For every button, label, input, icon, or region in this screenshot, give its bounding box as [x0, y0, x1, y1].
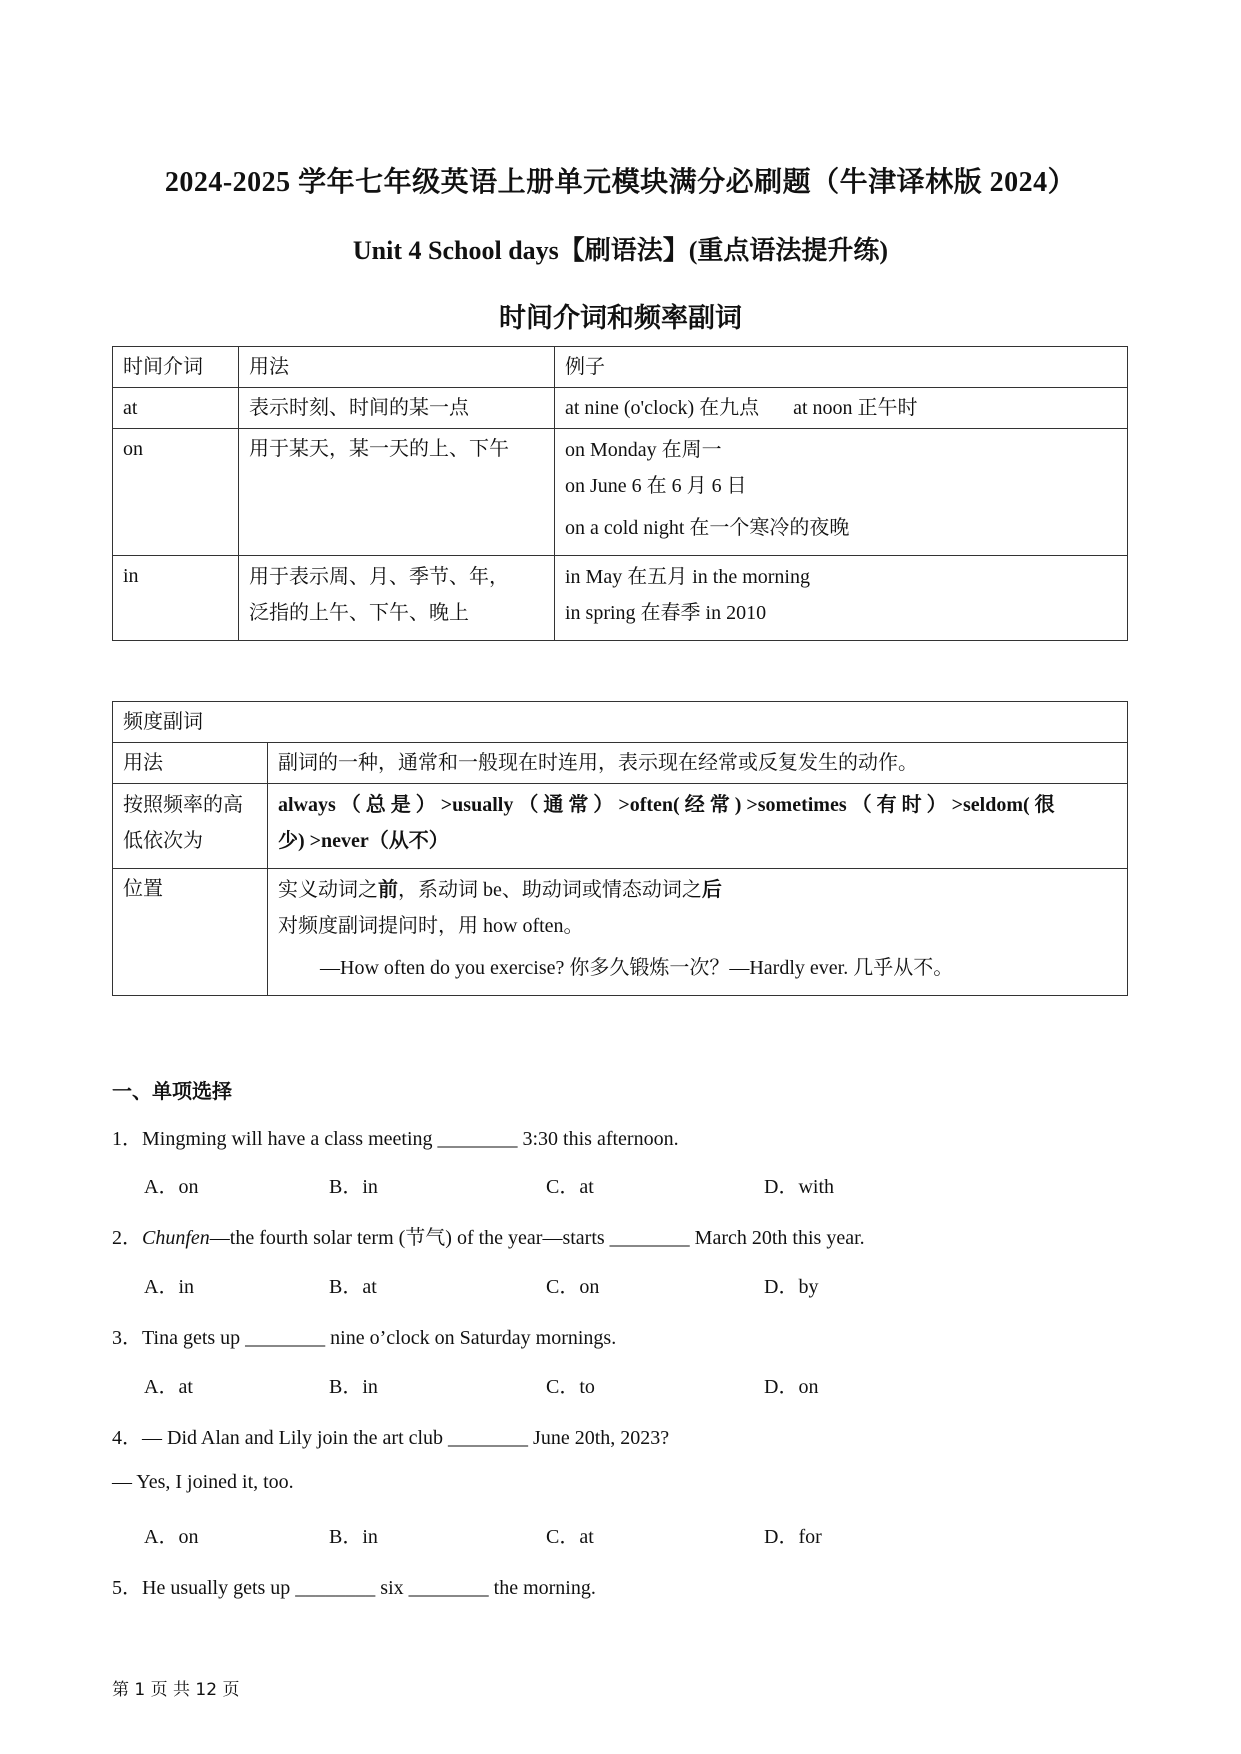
- question-options: [144, 1370, 1044, 1398]
- position-text-part: ，系动词 be、助动词或情态动词之: [398, 879, 702, 901]
- position-text: 对频度副词提问时，用 how often。: [278, 915, 584, 937]
- example-text: in May 在五月 in the morning: [565, 566, 810, 588]
- position-text-part: 实义动词之: [278, 879, 378, 901]
- position-text: [278, 875, 1117, 905]
- label-text: 低依次为: [123, 830, 203, 852]
- example-text: on a cold night 在一个寒冷的夜晚: [565, 517, 850, 539]
- question-stem: 4．— Did Alan and Lily join the art club ________ June 20th, 2023?: [112, 1427, 670, 1449]
- question-text: —the fourth solar term (节气) of the year—starts ________ March 20th this year.: [209, 1227, 865, 1249]
- question-italic-term: Chunfen: [142, 1227, 210, 1249]
- usage-cell: 表示时刻、时间的某一点: [239, 388, 555, 429]
- question-stem-reply: — Yes, I joined it, too.: [112, 1471, 294, 1493]
- question-stem: 1．Mingming will have a class meeting ________ 3:30 this afternoon.: [112, 1128, 679, 1150]
- prep-table: [112, 346, 1128, 641]
- example-text: on June 6 在 6 月 6 日: [565, 475, 747, 497]
- option-d[interactable]: D．on: [764, 1376, 819, 1398]
- question-stem: 5．He usually gets up ________ six ________ the morning.: [112, 1577, 596, 1599]
- question-options: [144, 1520, 1044, 1548]
- dialogue-example: —How often do you exercise? 你多久锻炼一次？—Hardly ever. 几乎从不。: [320, 957, 954, 979]
- option-c[interactable]: C．on: [546, 1276, 600, 1298]
- position-emphasis: 前: [378, 879, 398, 901]
- table-row: [113, 784, 1128, 869]
- question-stem: 3．Tina gets up ________ nine o’clock on Saturday mornings.: [112, 1327, 617, 1349]
- usage-text: 用于表示周、月、季节、年，: [249, 566, 509, 588]
- usage-cell: 副词的一种，通常和一般现在时连用，表示现在经常或反复发生的动作。: [268, 743, 1128, 784]
- usage-cell: [239, 556, 555, 641]
- question-options: [144, 1170, 1044, 1198]
- option-b[interactable]: B．in: [329, 1376, 378, 1398]
- page-footer: 第 1 页 共 12 页: [112, 1680, 240, 1700]
- prep-cell: in: [113, 556, 239, 641]
- table-row: [113, 429, 1128, 556]
- table-row: [113, 869, 1128, 996]
- table-row: [113, 702, 1128, 743]
- example-text: in spring 在春季 in 2010: [565, 602, 767, 624]
- table-header-cell: 用法: [239, 347, 555, 388]
- label-cell: [113, 784, 268, 869]
- question-number: 2．: [112, 1227, 142, 1249]
- label-cell: 位置: [113, 869, 268, 996]
- table-header-cell: 时间介词: [113, 347, 239, 388]
- example-text: on Monday 在周一: [565, 439, 722, 461]
- option-c[interactable]: C．at: [546, 1526, 594, 1548]
- usage-cell: 用于某天，某一天的上、下午: [239, 429, 555, 556]
- section-heading: 时间介词和频率副词: [499, 303, 742, 333]
- prep-cell: on: [113, 429, 239, 556]
- table-header-cell: 频度副词: [113, 702, 1128, 743]
- option-b[interactable]: B．at: [329, 1276, 377, 1298]
- example-cell: [555, 429, 1128, 556]
- example-cell: [555, 556, 1128, 641]
- option-a[interactable]: A．on: [144, 1526, 199, 1548]
- prep-cell: at: [113, 388, 239, 429]
- option-c[interactable]: C．to: [546, 1376, 595, 1398]
- position-emphasis: 后: [701, 879, 722, 901]
- question-options: [144, 1270, 1044, 1298]
- document-subtitle: Unit 4 School days【刷语法】(重点语法提升练): [352, 236, 889, 265]
- option-d[interactable]: D．for: [764, 1526, 822, 1548]
- order-cell: [268, 784, 1128, 869]
- table-row: [113, 556, 1128, 641]
- table-header-cell: 例子: [555, 347, 1128, 388]
- label-text: 按照频率的高: [123, 794, 243, 816]
- option-b[interactable]: B．in: [329, 1526, 378, 1548]
- document-title: 2024-2025 学年七年级英语上册单元模块满分必刷题（牛津译林版 2024）: [164, 167, 1077, 198]
- question-stem: [112, 1221, 865, 1250]
- option-a[interactable]: A．on: [144, 1176, 199, 1198]
- option-d[interactable]: D．with: [764, 1176, 834, 1198]
- example-text: at nine (o'clock) 在九点: [565, 397, 760, 419]
- label-cell: 用法: [113, 743, 268, 784]
- order-text: always （ 总 是 ） >usually （ 通 常 ） >often( 经 常 ) >sometimes （ 有 时 ） >seldom( 很: [278, 794, 1055, 816]
- table-row: [113, 743, 1128, 784]
- usage-text: 泛指的上午、下午、晚上: [249, 602, 469, 624]
- option-d[interactable]: D．by: [764, 1276, 819, 1298]
- table-row: [113, 388, 1128, 429]
- order-text: 少) >never（从不）: [278, 830, 449, 852]
- example-cell: [555, 388, 1128, 429]
- option-b[interactable]: B．in: [329, 1176, 378, 1198]
- option-a[interactable]: A．in: [144, 1276, 194, 1298]
- position-cell: [268, 869, 1128, 996]
- table-row: [113, 347, 1128, 388]
- option-a[interactable]: A．at: [144, 1376, 193, 1398]
- adverb-table: [112, 701, 1128, 996]
- option-c[interactable]: C．at: [546, 1176, 594, 1198]
- example-text: at noon 正午时: [793, 397, 918, 419]
- exercise-section-title: 一、单项选择: [112, 1081, 232, 1103]
